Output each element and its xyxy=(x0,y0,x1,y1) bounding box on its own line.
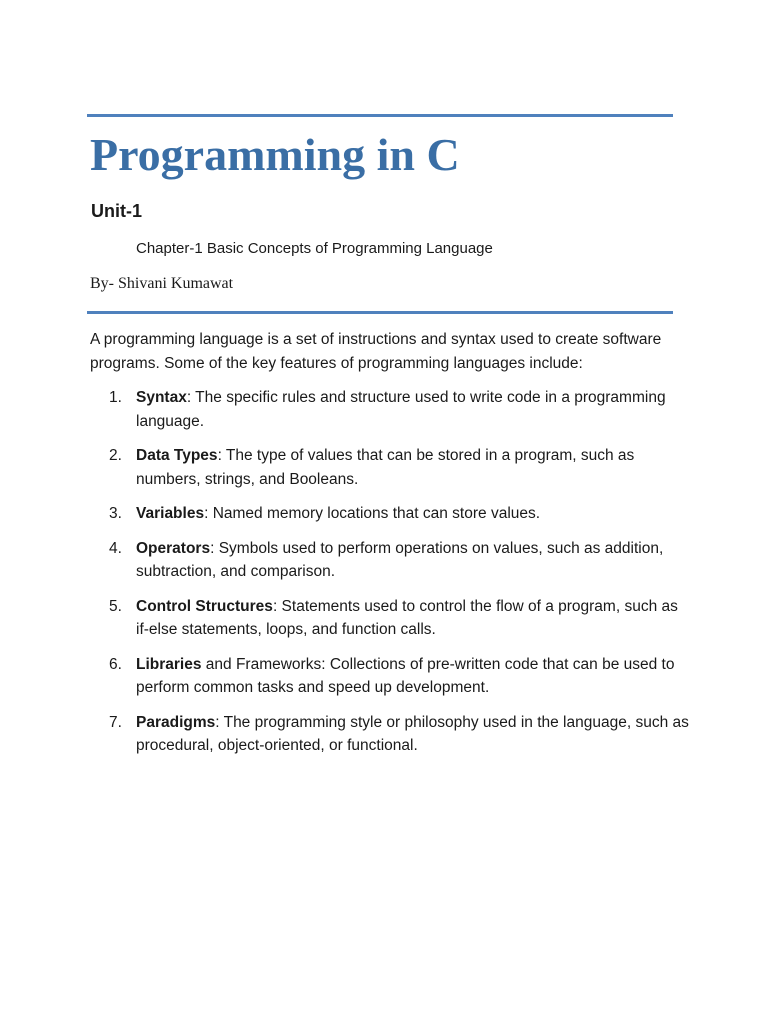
list-number: 1. xyxy=(109,389,122,406)
feature-description: : Named memory locations that can store values. xyxy=(204,505,541,522)
feature-description: : The type of values that can be stored in a program, such as numbers, strings, and Booleans. xyxy=(136,447,635,488)
list-item xyxy=(90,653,690,700)
feature-description: : Statements used to control the flow of a program, such as if-else statements, loops, and function calls. xyxy=(136,597,678,638)
unit-heading: Unit-1 xyxy=(91,201,142,221)
author-line: By- Shivani Kumawat xyxy=(90,275,234,292)
feature-term: Libraries xyxy=(136,655,202,673)
feature-description: and Frameworks: Collections of pre-written code that can be used to perform common tasks and speed up development. xyxy=(136,655,675,696)
list-item xyxy=(90,502,690,526)
list-item xyxy=(90,595,690,642)
feature-term: Paradigms xyxy=(136,713,216,731)
document-title: Programming in C xyxy=(90,129,460,180)
chapter-heading: Chapter-1 Basic Concepts of Programming Language xyxy=(136,240,493,257)
features-list xyxy=(90,386,690,769)
bottom-divider xyxy=(87,311,673,314)
feature-term: Operators xyxy=(136,539,211,557)
feature-description: : Symbols used to perform operations on values, such as addition, subtraction, and comparison. xyxy=(136,539,664,580)
list-item xyxy=(90,537,690,584)
list-item xyxy=(90,711,690,758)
feature-term: Data Types xyxy=(136,447,218,464)
feature-term: Variables xyxy=(136,505,205,522)
feature-term: Control Structures xyxy=(136,597,273,615)
feature-description: : The specific rules and structure used to write code in a programming language. xyxy=(136,389,666,430)
feature-description: : The programming style or philosophy used in the language, such as procedural, object-oriented, or functional. xyxy=(136,713,689,754)
list-number: 4. xyxy=(109,539,122,557)
list-number: 3. xyxy=(109,505,122,522)
top-divider xyxy=(87,114,673,117)
list-item xyxy=(90,444,690,491)
list-number: 5. xyxy=(109,597,122,615)
list-number: 7. xyxy=(109,713,122,731)
feature-term: Syntax xyxy=(136,389,187,406)
list-item xyxy=(90,386,690,433)
list-number: 2. xyxy=(109,447,122,464)
intro-paragraph: A programming language is a set of instructions and syntax used to create software programs. Some of the key features of programming languages include: xyxy=(90,331,662,372)
list-number: 6. xyxy=(109,655,122,673)
